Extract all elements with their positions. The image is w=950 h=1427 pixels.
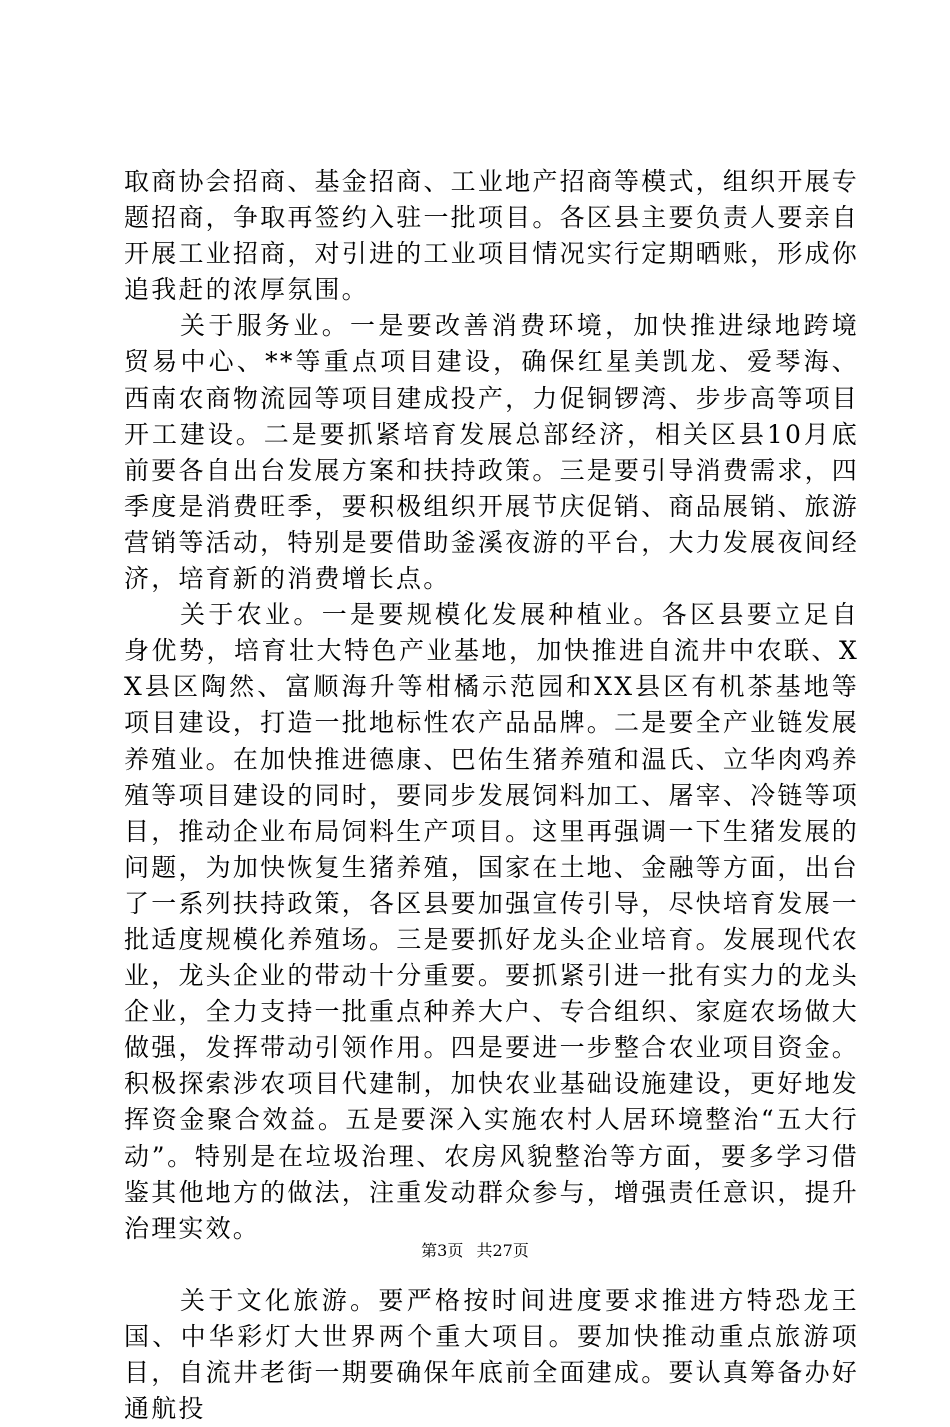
page-total: 共27页 <box>476 1241 529 1260</box>
page-number: 第3页 <box>421 1241 464 1260</box>
page-footer <box>0 1241 950 1261</box>
paragraph-culture-tourism: 关于文化旅游。要严格按时间进度要求推进方特恐龙王国、中华彩灯大世界两个重大项目。要加快推动重点旅游项目，自流井老街一期要确保年底前全面建成。要认真筹备办好通航投 <box>124 1285 859 1424</box>
paragraph-agriculture: 关于农业。一是要规模化发展种植业。各区县要立足自身优势，培育壮大特色产业基地，加快推进自流井中农联、XX县区陶然、富顺海升等柑橘示范园和XX县区有机茶基地等项目建设，打造一批地标性农产品品牌。二是要全产业链发展养殖业。在加快推进德康、巴佑生猪养殖和温氏、立华肉鸡养殖等项目建设的同时，要同步发展饲料加工、屠宰、冷链等项目，推动企业布局饲料生产项目。这里再强调一下生猪发展的问题，为加快恢复生猪养殖，国家在土地、金融等方面，出台了一系列扶持政策，各区县要加强宣传引导，尽快培育发展一批适度规模化养殖场。三是要抓好龙头企业培育。发展现代农业，龙头企业的带动十分重要。要抓紧引进一批有实力的龙头企业，全力支持一批重点种养大户、专合组织、家庭农场做大做强，发挥带动引领作用。四是要进一步整合农业项目资金。积极探索涉农项目代建制，加快农业基础设施建设，更好地发挥资金聚合效益。五是要深入实施农村人居环境整治“五大行动”。特别是在垃圾治理、农房风貌整治等方面，要多学习借鉴其他地方的做法，注重发动群众参与，增强责任意识，提升治理实效。 <box>124 600 859 1243</box>
paragraph-services: 关于服务业。一是要改善消费环境，加快推进绿地跨境贸易中心、**等重点项目建设，确保红星美凯龙、爱琴海、西南农商物流园等项目建成投产，力促铜锣湾、步步高等项目开工建设。二是要抓紧培育发展总部经济，相关区县10月底前要各自出台发展方案和扶持政策。三是要引导消费需求，四季度是消费旺季，要积极组织开展节庆促销、商品展销、旅游营销等活动，特别是要借助釜溪夜游的平台，大力发展夜间经济，培育新的消费增长点。 <box>124 311 859 594</box>
document-body <box>124 164 859 1427</box>
paragraph-investment: 取商协会招商、基金招商、工业地产招商等模式，组织开展专题招商，争取再签约入驻一批项目。各区县主要负责人要亲自开展工业招商，对引进的工业项目情况实行定期晒账，形成你追我赶的浓厚氛围。 <box>124 167 859 305</box>
